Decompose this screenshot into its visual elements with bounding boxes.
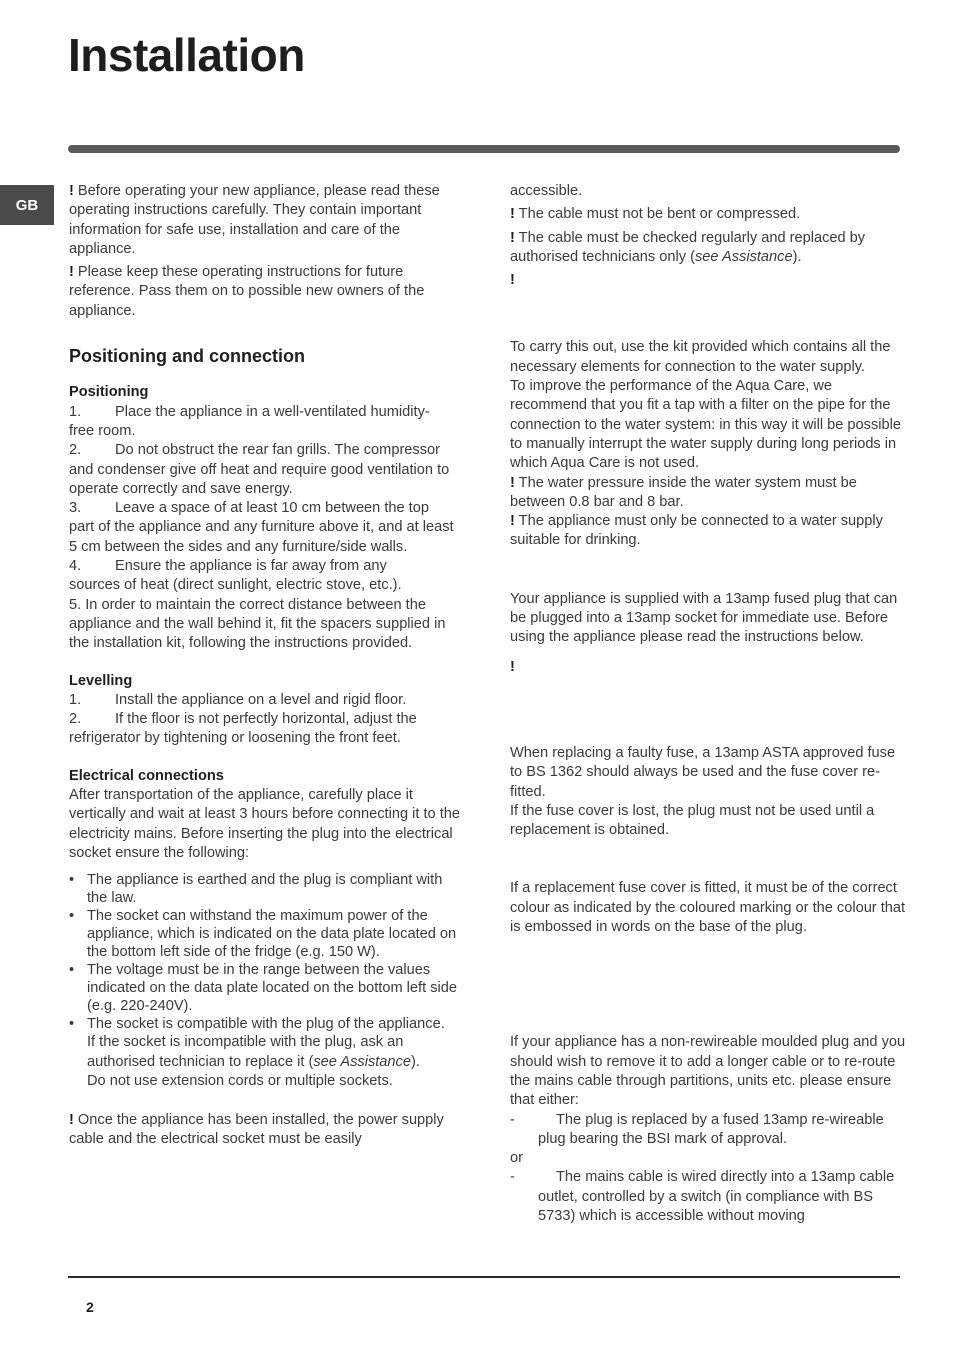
electrical-body: After transportation of the appliance, carefully place it vertically and wait at least 3 hours before connecting it to the electricity mains. Before inserting the plug into the electrical socket ensure the following: <box>69 787 461 861</box>
cable-note: ! The cable must not be bent or compressed. <box>510 206 801 223</box>
page-number: 2 <box>86 1299 94 1315</box>
or-separator: or <box>510 1150 523 1167</box>
levelling-item: 2. If the floor is not perfectly horizontal, adjust the refrigerator by tightening or loosening the front feet. <box>69 711 417 747</box>
page-title: Installation <box>68 29 305 81</box>
positioning-item: 1. Place the appliance in a well-ventilated humidity- free room. <box>69 403 430 439</box>
fuse-cover-lost-text: If the fuse cover is lost, the plug must not be used until a replacement is obtained. <box>510 802 875 839</box>
levelling-item: 1. Install the appliance on a level and rigid floor. <box>69 691 407 708</box>
electrical-heading: Electrical connections <box>69 767 224 784</box>
plug-option-2: - The mains cable is wired directly into a 13amp cable outlet, controlled by a switch (in compliance with BS 5733) which is accessible without moving <box>510 1169 895 1224</box>
accessible-continuation: accessible. <box>510 183 583 199</box>
positioning-item-5: 5. In order to maintain the correct distance between the appliance and the wall behind it, fit the spacers supplied in the installation kit, following the instructions provided. <box>69 596 446 652</box>
socket-note: If the socket is incompatible with the plug, ask an authorised technician to replace it (see Assistance). <box>87 1034 420 1070</box>
positioning-item: 2. Do not obstruct the rear fan grills. The compressor and condenser give off heat and require good ventilation to operate correctly and save energy. <box>69 442 450 497</box>
warning-mark: ! <box>69 1112 74 1129</box>
no-extension-note: Do not use extension cords or multiple sockets. <box>87 1072 393 1089</box>
positioning-item: 4. Ensure the appliance is far away from any sources of heat (direct sunlight, electric stove, etc.). <box>69 558 402 594</box>
title-divider <box>68 145 900 153</box>
list-item: • The voltage must be in the range between the values indicated on the data plate located on the bottom left side (e.g. 220-240V). <box>69 961 465 1015</box>
final-warning: ! Once the appliance has been installed, the power supply cable and the electrical socket must be easily <box>69 1112 444 1148</box>
warning-mark: ! <box>510 229 515 246</box>
warning-mark: ! <box>510 513 515 530</box>
plug-warning-mark: ! <box>510 658 515 675</box>
intro-note-2: ! Please keep these operating instructions for future reference. Pass them on to possible new owners of the appliance. <box>69 264 425 319</box>
moulded-plug-text: If your appliance has a non-rewireable moulded plug and you should wish to remove it to add a longer cable or to re-route the mains cable through partitions, units etc. please ensure that either: <box>510 1034 906 1109</box>
warning-mark: ! <box>69 183 74 199</box>
fuse-cover-colour-text: If a replacement fuse cover is fitted, it must be of the correct colour as indicated by the coloured marking or the colour that is embossed in words on the base of the plug. <box>510 880 906 936</box>
footer-divider <box>68 1276 900 1278</box>
left-column <box>69 182 465 1150</box>
language-tab: GB <box>0 185 54 225</box>
list-item: • The socket can withstand the maximum power of the appliance, which is indicated on the data plate located on the bottom left side of the fridge (e.g. 150 W). <box>69 907 465 961</box>
fuse-replacement-text: When replacing a faulty fuse, a 13amp ASTA approved fuse to BS 1362 should always be used and the fuse cover re-fitted. <box>510 744 896 800</box>
plug-intro: Your appliance is supplied with a 13amp fused plug that can be plugged into a 13amp socket for immediate use. Before using the appliance please read the instructions below. <box>510 590 898 646</box>
electrical-checklist <box>69 871 465 1033</box>
cable-check-note: ! The cable must be checked regularly and replaced by authorised technicians only (see Assistance). <box>510 229 866 265</box>
positioning-heading: Positioning <box>69 384 149 401</box>
intro-note-1: ! Before operating your new appliance, please read these operating instructions carefully. They contain important information for safe use, installation and care of the appliance. <box>69 183 440 257</box>
water-pressure-note: ! The water pressure inside the water system must be between 0.8 bar and 8 bar. <box>510 474 857 510</box>
water-kit-text: To carry this out, use the kit provided which contains all the necessary elements for connection to the water supply. <box>510 339 891 375</box>
warning-mark: ! <box>69 264 74 281</box>
drinking-water-note: ! The appliance must only be connected to a water supply suitable for drinking. <box>510 513 883 549</box>
warning-mark: ! <box>510 474 515 491</box>
lone-warning-mark: ! <box>510 272 515 289</box>
list-item: • The appliance is earthed and the plug is compliant with the law. <box>69 871 465 907</box>
right-column <box>510 182 906 1226</box>
list-item: • The socket is compatible with the plug of the appliance. <box>69 1015 465 1033</box>
section-heading: Positioning and connection <box>69 346 305 367</box>
aqua-care-text: To improve the performance of the Aqua Care, we recommend that you fit a tap with a filter on the pipe for the connection to the water system: in this way it will be possible to manually interrupt the water supply during long periods in which Aqua Care is not used. <box>510 378 901 472</box>
plug-option-1: - The plug is replaced by a fused 13amp re-wireable plug bearing the BSI mark of approval. <box>510 1111 884 1147</box>
warning-mark: ! <box>510 206 515 223</box>
levelling-heading: Levelling <box>69 672 133 689</box>
positioning-item: 3. Leave a space of at least 10 cm between the top part of the appliance and any furniture above it, and at least 5 cm between the sides and any furniture/side walls. <box>69 500 454 555</box>
